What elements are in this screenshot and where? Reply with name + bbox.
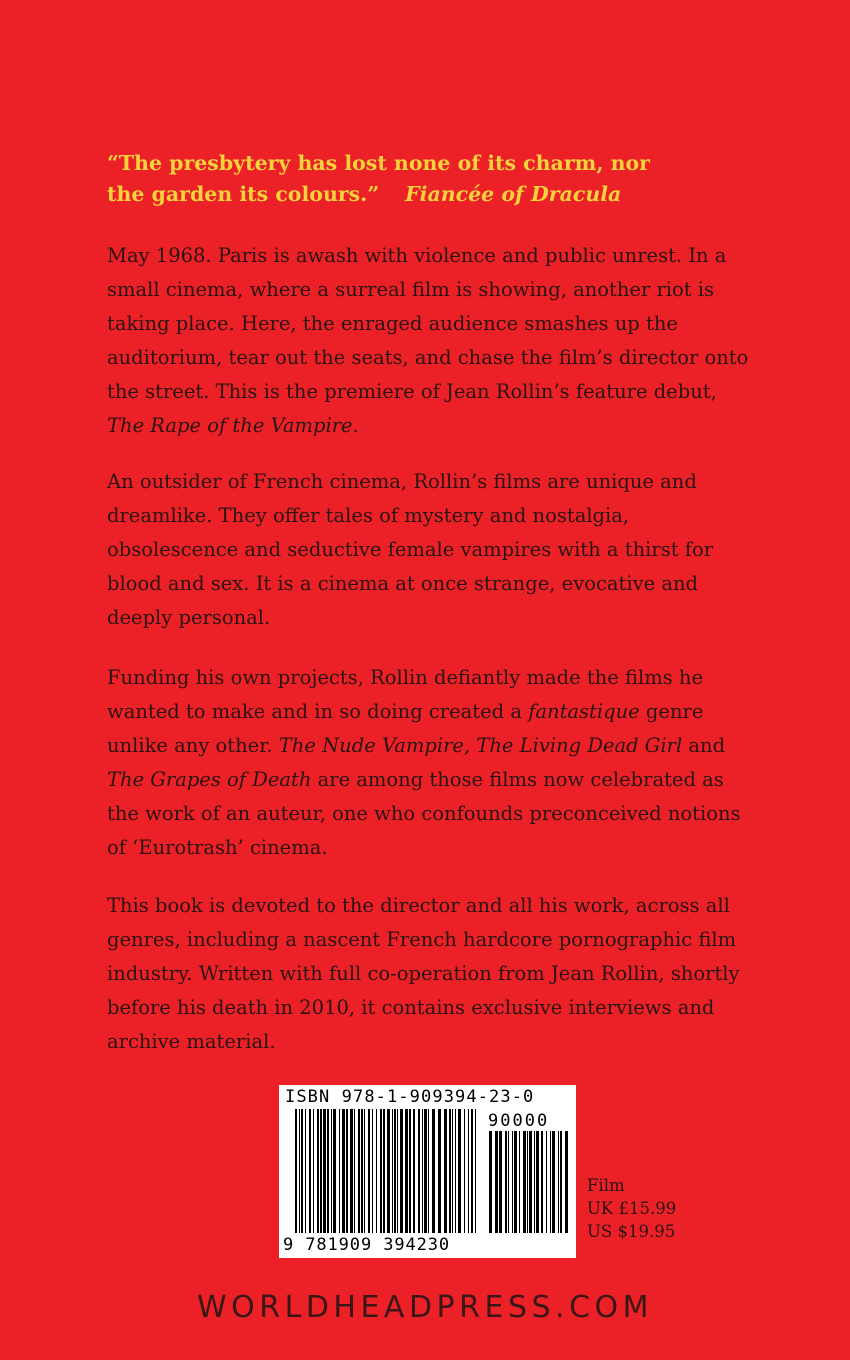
barcode-bar-9: [527, 1131, 528, 1233]
barcode-bar-7: [519, 1131, 520, 1233]
barcode-bar-21: [372, 1109, 373, 1233]
barcode-bar-3: [505, 1131, 507, 1233]
barcode-bar-42: [455, 1109, 456, 1233]
barcode-bar-14: [346, 1109, 348, 1233]
barcode-bar-17: [558, 1131, 559, 1233]
barcode-bar-43: [458, 1109, 461, 1233]
barcode-bar-12: [536, 1131, 539, 1233]
barcode-bar-35: [424, 1109, 427, 1233]
barcode-bar-0: [489, 1131, 492, 1233]
p3-and: and: [682, 734, 726, 757]
barcode-bar-10: [529, 1131, 532, 1233]
barcode-bar-17: [358, 1109, 360, 1233]
barcode-bar-24: [383, 1109, 385, 1233]
barcode-bar-11: [534, 1131, 535, 1233]
barcode-bar-33: [418, 1109, 420, 1233]
barcode-bar-34: [422, 1109, 423, 1233]
barcode-bar-2: [499, 1131, 502, 1233]
barcode-bar-28: [397, 1109, 398, 1233]
barcode-bar-29: [400, 1109, 403, 1233]
barcode-bar-38: [438, 1109, 441, 1233]
blurb-paragraph-2: An outsider of French cinema, Rollin’s films are unique and dreamlike. They offer tales of mystery and nostalgia, obsolescence and seductive female vampires with a thirst for blood and sex. It is a cinema at once strange, evocative and deeply personal.: [107, 470, 714, 629]
barcode-bar-23: [380, 1109, 382, 1233]
barcode-bar-2: [301, 1109, 303, 1233]
epigraph-quote: [107, 148, 747, 210]
barcode-bar-32: [413, 1109, 415, 1233]
barcode-bar-12: [339, 1109, 340, 1233]
barcode-bar-5: [512, 1131, 513, 1233]
barcode-bar-45: [468, 1109, 469, 1233]
barcode-bar-41: [452, 1109, 453, 1233]
barcode-bar-27: [394, 1109, 396, 1233]
barcode-bar-16: [354, 1109, 355, 1233]
barcode-bar-18: [361, 1109, 363, 1233]
p3-comma: ,: [463, 734, 477, 757]
ean-digits: 9 781909 394230: [283, 1235, 451, 1255]
barcode-bar-20: [368, 1109, 370, 1233]
barcode-bar-1: [299, 1109, 300, 1233]
barcode-bar-1: [495, 1131, 498, 1233]
p3-text-e: are among those films now celebrated as the work of an auteur, one who confounds preconceived notions of ‘Eurotrash’ cinema.: [107, 768, 741, 859]
barcode-bar-9: [327, 1109, 329, 1233]
price-block: [587, 1174, 676, 1243]
barcode-bar-47: [475, 1109, 476, 1233]
film-title-grapes-of-death: The Grapes of Death: [107, 768, 312, 791]
price-us: US $19.95: [587, 1222, 676, 1241]
p1-text: May 1968. Paris is awash with violence and public unrest. In a small cinema, where a surreal film is showing, another riot is taking place. Here, the enraged audience smashes up the auditorium, tear out the seats, and chase the film’s director onto the street. This is the premiere of Jean Rollin’s feature debut,: [107, 244, 749, 403]
barcode-bar-16: [552, 1131, 555, 1233]
genre-fantastique: fantastique: [528, 700, 640, 723]
blurb-paragraph-4: This book is devoted to the director and all his work, across all genres, including a nascent French hardcore pornographic film industry. Written with full co-operation from Jean Rollin, shortly before his death in 2010, it contains exclusive interviews and archive material.: [107, 894, 740, 1053]
barcode-bar-0: [295, 1109, 297, 1233]
film-title-rape-of-the-vampire: The Rape of the Vampire: [107, 414, 353, 437]
barcode-bar-8: [323, 1109, 326, 1233]
barcode-bar-19: [565, 1131, 568, 1233]
barcode-bar-26: [392, 1109, 393, 1233]
category-label: Film: [587, 1176, 625, 1195]
barcode-bar-39: [444, 1109, 447, 1233]
barcode-bar-46: [471, 1109, 473, 1233]
blurb-paragraph-3: [107, 661, 757, 865]
isbn-barcode: [279, 1085, 576, 1258]
barcode-bar-40: [449, 1109, 451, 1233]
barcode-bar-7: [320, 1109, 322, 1233]
barcode-bar-30: [405, 1109, 408, 1233]
barcode-bar-3: [305, 1109, 306, 1233]
barcode-bar-19: [364, 1109, 365, 1233]
price-uk: UK £15.99: [587, 1199, 677, 1218]
p1-end: .: [352, 414, 359, 437]
barcode-bar-15: [350, 1109, 353, 1233]
barcode-bar-6: [317, 1109, 319, 1233]
quote-line-1: “The presbytery has lost none of its charm, nor: [107, 151, 650, 175]
barcode-bar-4: [508, 1131, 509, 1233]
barcode-bar-37: [432, 1109, 435, 1233]
barcode-bar-4: [309, 1109, 311, 1233]
p3-text-a: Funding his own projects, Rollin defiantly made the films he wanted to make and in so doing created a: [107, 666, 703, 723]
barcode-bar-18: [560, 1131, 562, 1233]
barcode-bar-10: [331, 1109, 332, 1233]
barcode-bar-13: [342, 1109, 345, 1233]
barcode-bar-15: [550, 1131, 551, 1233]
isbn-label: ISBN 978-1-909394-23-0: [285, 1087, 535, 1107]
quote-source: Fiancée of Dracula: [405, 182, 622, 206]
film-title-living-dead-girl: The Living Dead Girl: [476, 734, 683, 757]
barcode-bar-14: [546, 1131, 547, 1233]
quote-line-2: the garden its colours.”: [107, 182, 380, 206]
price-addon-code: 90000: [488, 1111, 550, 1131]
barcode-bar-44: [464, 1109, 465, 1233]
p3-text-b: genre unlike any other.: [107, 700, 704, 757]
publisher-url[interactable]: WORLDHEADPRESS.COM: [196, 1290, 654, 1325]
barcode-bar-6: [514, 1131, 517, 1233]
barcode-bar-31: [409, 1109, 411, 1233]
film-title-nude-vampire: The Nude Vampire: [278, 734, 464, 757]
barcode-bar-11: [333, 1109, 336, 1233]
barcode-bar-5: [313, 1109, 314, 1233]
barcode-bar-36: [428, 1109, 429, 1233]
barcode-bar-13: [541, 1131, 543, 1233]
blurb-paragraph-1: [107, 239, 757, 443]
barcode-bar-22: [376, 1109, 377, 1233]
barcode-bar-8: [523, 1131, 526, 1233]
barcode-bar-25: [387, 1109, 390, 1233]
